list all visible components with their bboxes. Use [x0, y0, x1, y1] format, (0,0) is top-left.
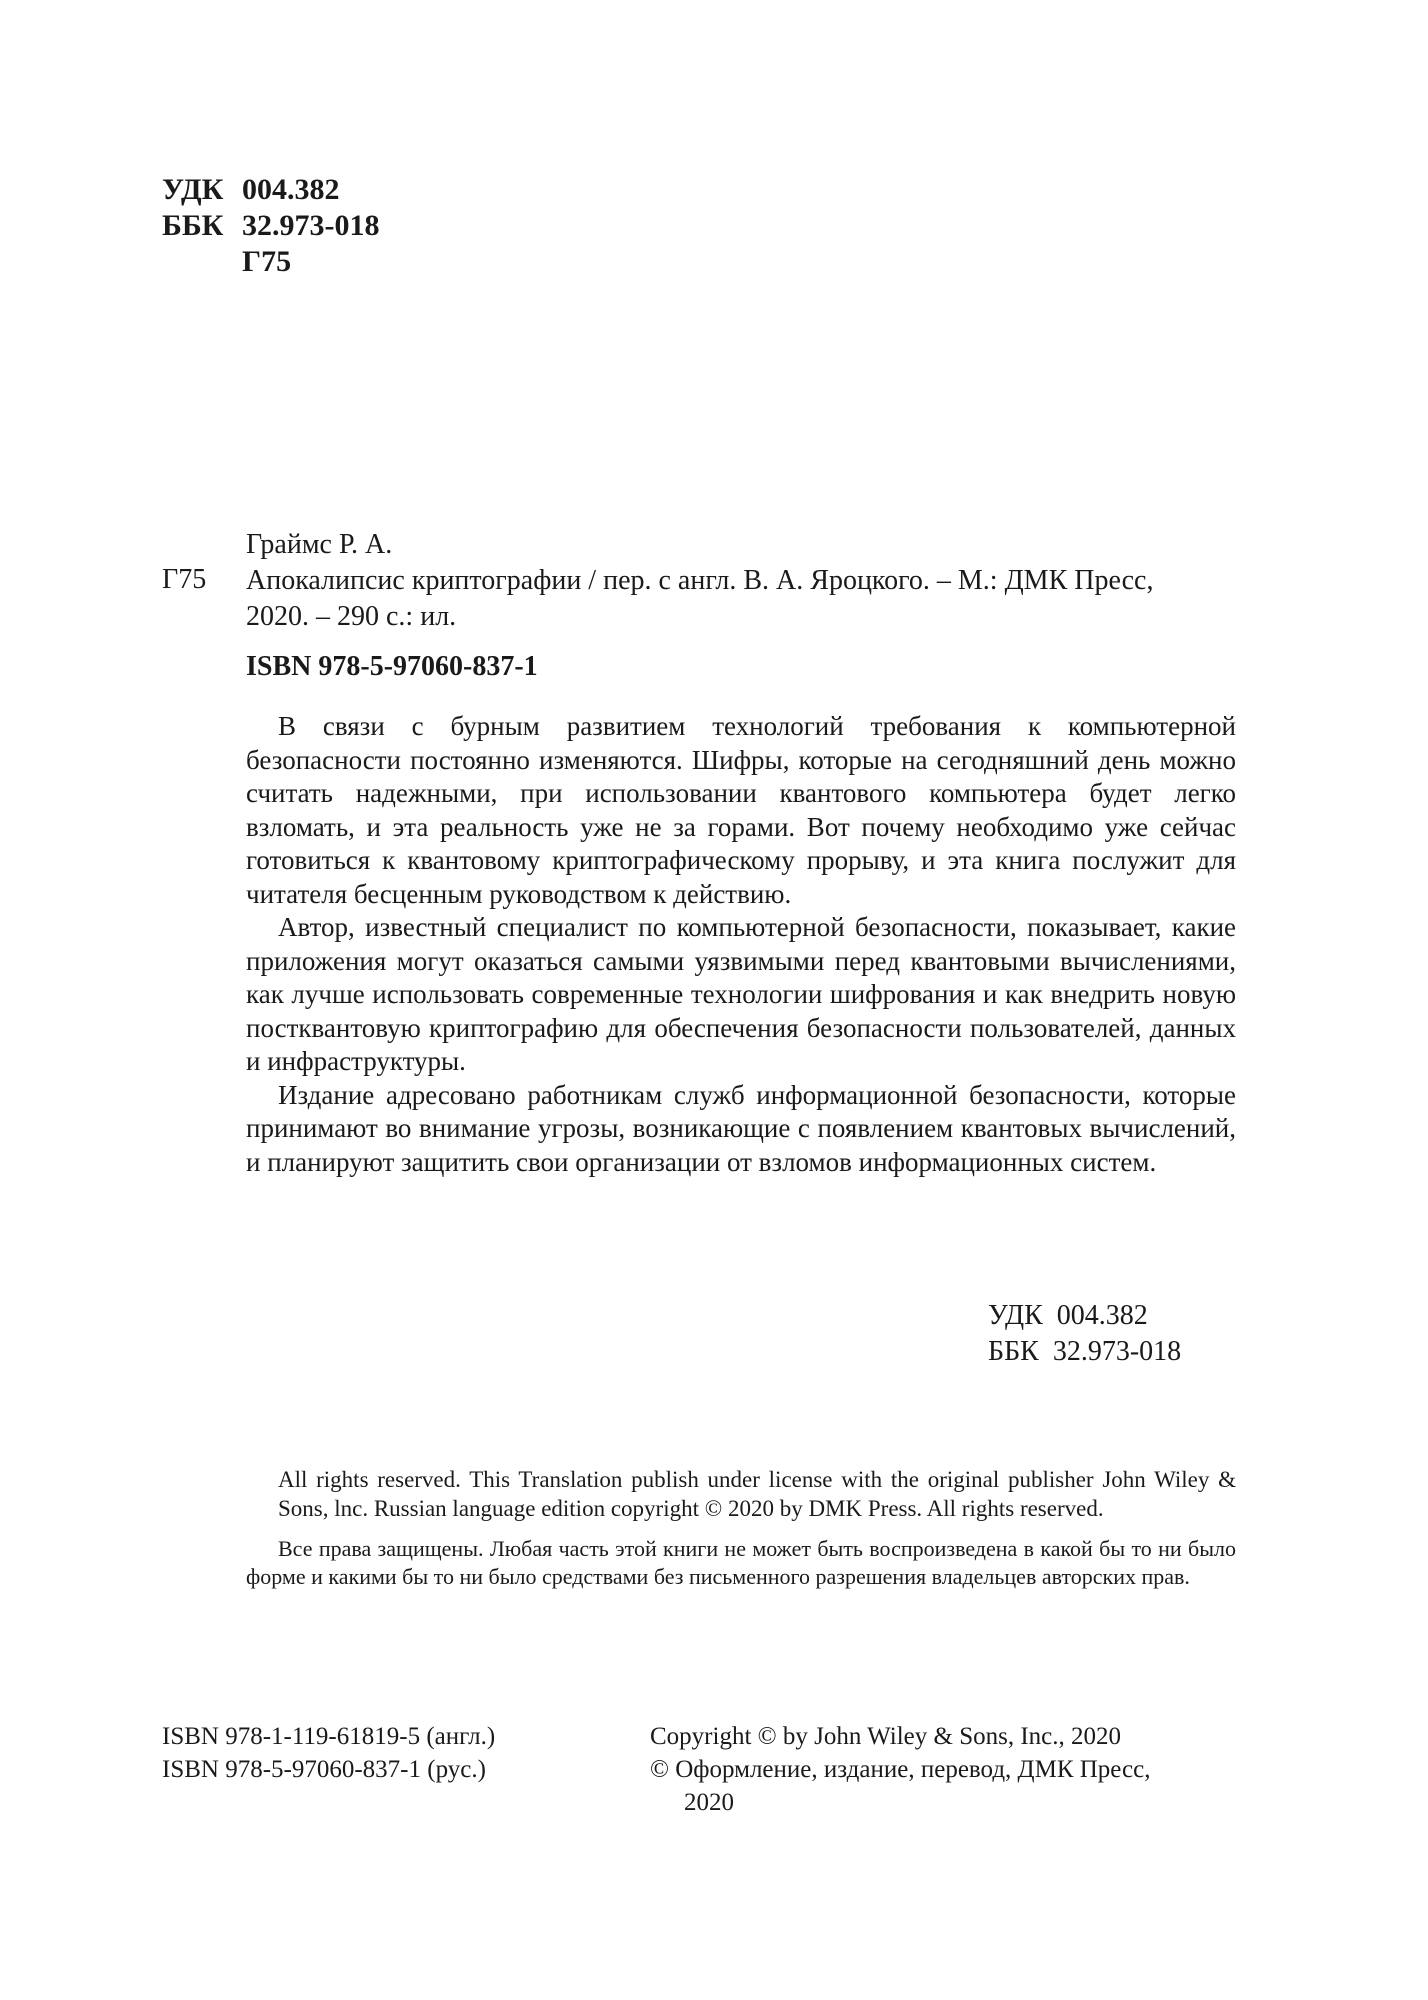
udk-label: УДК — [162, 173, 224, 206]
bbk-label: ББК — [162, 209, 224, 242]
rights-english: All rights reserved. This Translation publish under license with the original publisher John Wiley & Sons, lnc. Russian language edition copyright © 2020 by DMK Press. All rights reserved. — [278, 1467, 1236, 1521]
udk-line: УДК 004.382 — [988, 1300, 1148, 1331]
title-line-1: Апокалипсис криптографии / пер. с англ. В. А. Яроцкого. – М.: ДМК Пресс, — [246, 565, 1154, 596]
udk-value: 004.382 — [242, 173, 340, 206]
copyright-year: 2020 — [684, 1789, 734, 1816]
copyright-block — [650, 1720, 1236, 1819]
udk-row — [162, 172, 380, 208]
isbn-russian: ISBN 978-5-97060-837-1 (рус.) — [162, 1756, 486, 1783]
annotation — [246, 710, 1236, 1179]
isbn-english: ISBN 978-1-119-61819-5 (англ.) — [162, 1723, 496, 1750]
bibliographic-description — [246, 527, 1236, 635]
classification-bottom — [988, 1298, 1181, 1370]
main-isbn: ISBN 978-5-97060-837-1 — [246, 651, 538, 682]
title-line-2: 2020. – 290 с.: ил. — [246, 601, 457, 632]
classification-top — [162, 172, 380, 280]
bbk-row — [162, 208, 380, 244]
bbk-value: 32.973-018 — [242, 209, 380, 242]
author-mark: Г75 — [242, 245, 292, 278]
annotation-paragraph: В связи с бурным развитием технологий требования к компьютерной безопасности постоянно изменяются. Шифры, которые на сегодняшний день можно считать надежными, при использовании квантового компьютера будет легко взломать, и эта реальность уже не за горами. Вот почему необходимо уже сейчас готовиться к квантовому криптографическому прорыву, и эта книга послужит для читателя бесценным руководством к действию. — [246, 711, 1236, 909]
author-name: Граймс Р. А. — [246, 529, 393, 560]
bbk-line: ББК 32.973-018 — [988, 1336, 1182, 1367]
author-mark-row — [162, 244, 380, 280]
isbn-list — [162, 1720, 495, 1786]
rights-russian: Все права защищены. Любая часть этой книги не может быть воспроизведена в какой бы то ни было форме и какими бы то ни было средствами без письменного разрешения владельцев авторских прав. — [246, 1536, 1236, 1589]
copyright-original: Copyright © by John Wiley & Sons, Inc., 2020 — [650, 1723, 1121, 1750]
annotation-paragraph: Автор, известный специалист по компьютерной безопасности, показывает, какие приложения могут оказаться самыми уязвимыми перед квантовыми вычислениями, как лучше использовать современные технологии шифрования и как внедрить новую постквантовую криптографию для обеспечения безопасности пользователей, данных и инфраструктуры. — [246, 912, 1236, 1076]
author-code: Г75 — [162, 564, 207, 595]
copyright-translation: © Оформление, издание, перевод, ДМК Пресс, — [650, 1756, 1151, 1783]
annotation-paragraph: Издание адресовано работникам служб информационной безопасности, которые принимают во внимание угрозы, возникающие с появлением квантовых вычислений, и планируют защитить свои организации от взломов информационных систем. — [246, 1079, 1236, 1177]
